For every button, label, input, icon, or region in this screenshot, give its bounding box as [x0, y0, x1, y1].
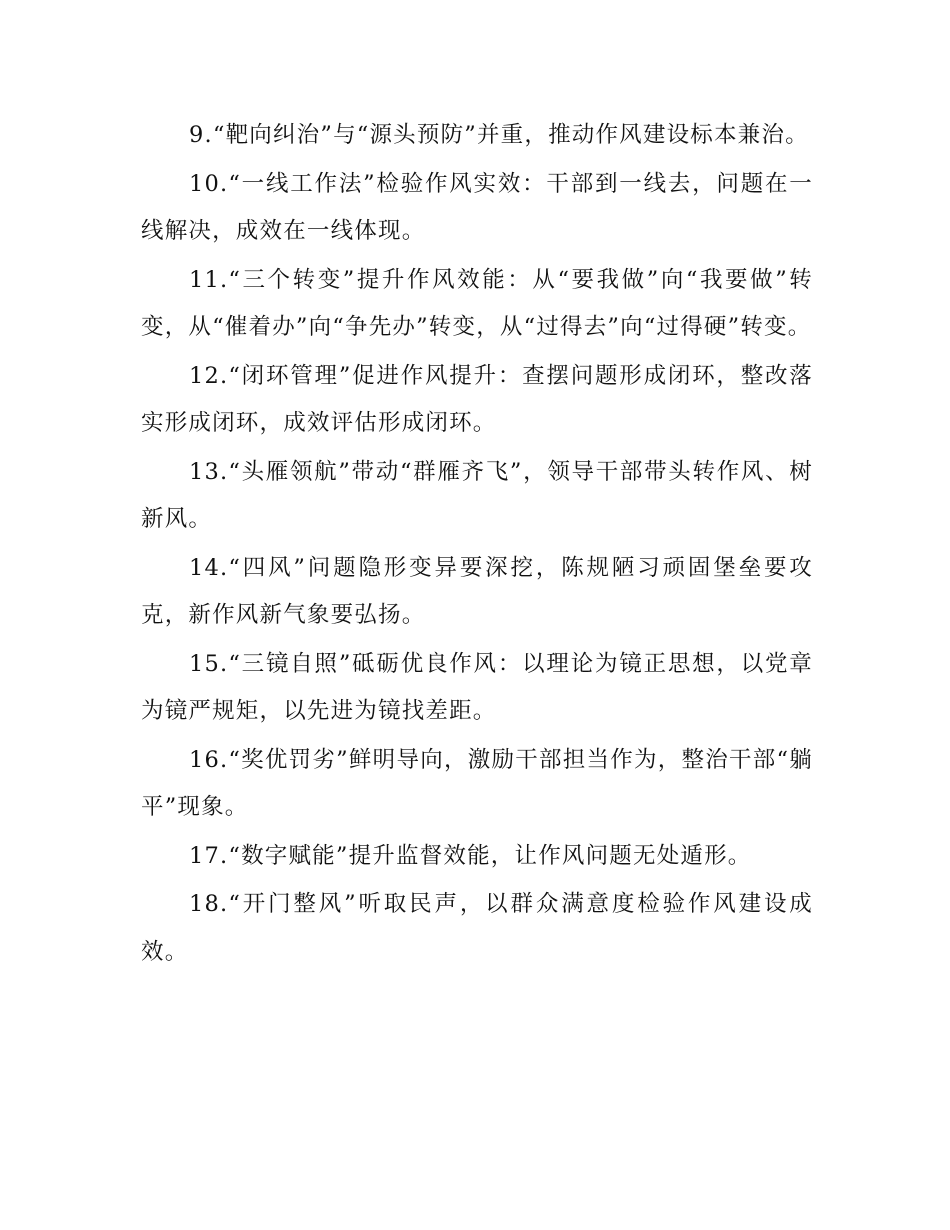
paragraph-12: 12.“闭环管理”促进作风提升：查摆问题形成闭环，整改落实形成闭环，成效评估形成闭环。: [141, 362, 813, 436]
paragraph-17: 17.“数字赋能”提升监督效能，让作风问题无处遁形。: [189, 842, 752, 869]
paragraph-18: 18.“开门整风”听取民声，以群众满意度检验作风建设成效。: [141, 891, 813, 965]
paragraph-13: 13.“头雁领航”带动“群雁齐飞”，领导干部带头转作风、树新风。: [141, 458, 813, 532]
paragraph-9: 9.“靶向纠治”与“源头预防”并重，推动作风建设标本兼治。: [189, 122, 809, 148]
paragraph-15: 15.“三镜自照”砥砺优良作风：以理论为镜正思想，以党章为镜严规矩，以先进为镜找差距。: [141, 650, 813, 724]
document-body: [141, 112, 813, 977]
paragraph-10: 10.“一线工作法”检验作风实效：干部到一线去，问题在一线解决，成效在一线体现。: [141, 170, 813, 244]
paragraph-14: 14.“四风”问题隐形变异要深挖，陈规陋习顽固堡垒要攻克，新作风新气象要弘扬。: [141, 554, 813, 628]
paragraph-16: 16.“奖优罚劣”鲜明导向，激励干部担当作为，整治干部“躺平”现象。: [141, 746, 813, 820]
paragraph-11: 11.“三个转变”提升作风效能：从“要我做”向“我要做”转变，从“催着办”向“争先办”转变，从“过得去”向“过得硬”转变。: [141, 266, 813, 340]
